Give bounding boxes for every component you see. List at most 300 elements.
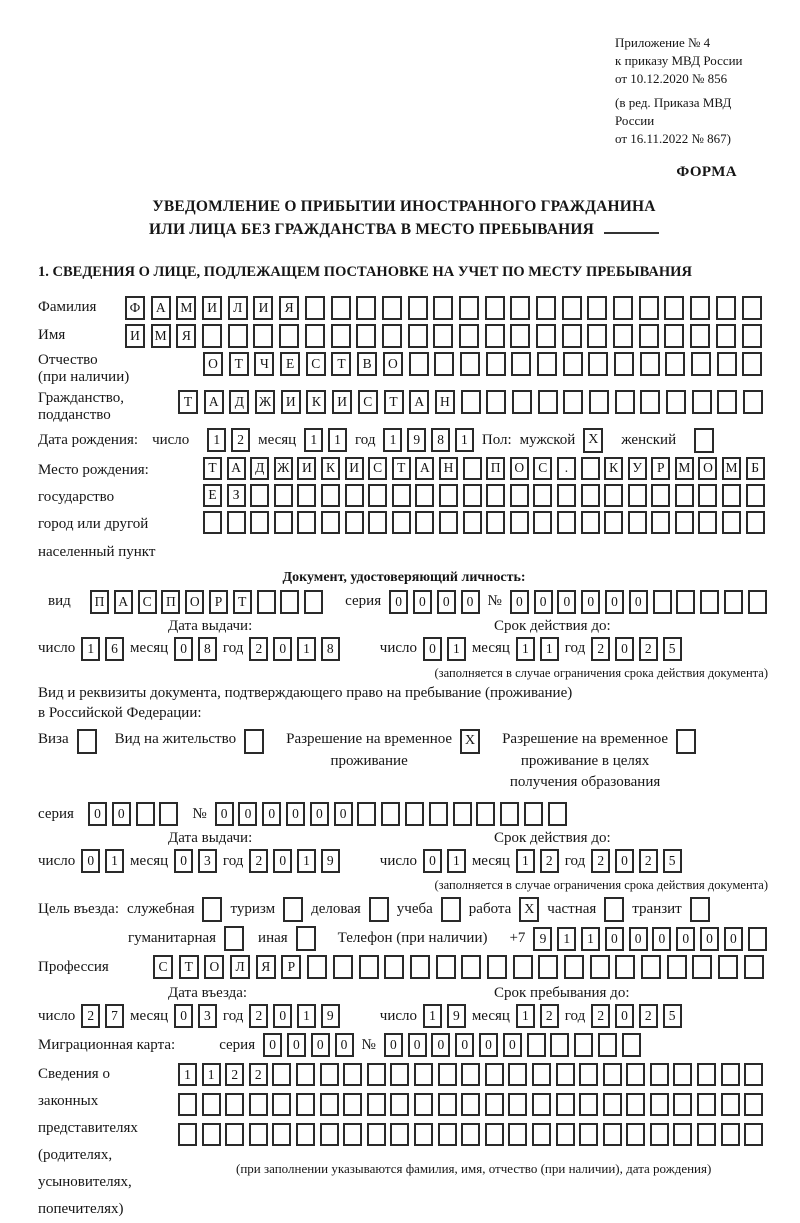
char-cell[interactable] [718,955,738,979]
char-cell[interactable]: 0 [174,1004,193,1028]
sex-female-checkbox[interactable] [694,428,714,453]
char-cell[interactable]: 8 [321,637,340,661]
char-cell[interactable] [626,1063,645,1086]
char-cell[interactable] [227,511,246,534]
char-cell[interactable] [615,390,635,414]
char-cell[interactable] [320,1063,339,1086]
purpose-other-checkbox[interactable] [296,926,316,951]
char-cell[interactable]: 0 [510,590,529,614]
char-cell[interactable]: 0 [431,1033,450,1057]
char-cell[interactable]: 0 [534,590,553,614]
sex-male-checkbox[interactable]: X [583,428,603,453]
char-cell[interactable] [429,802,448,826]
char-cell[interactable]: 0 [215,802,234,826]
char-cell[interactable] [476,802,495,826]
char-cell[interactable] [384,955,404,979]
char-cell[interactable]: 1 [207,428,226,452]
char-cell[interactable]: 8 [198,637,217,661]
char-cell[interactable]: 0 [581,590,600,614]
char-cell[interactable] [604,511,623,534]
visa-checkbox[interactable] [77,729,97,754]
char-cell[interactable]: Т [331,352,351,376]
char-cell[interactable] [744,1123,763,1146]
char-cell[interactable]: М [151,324,171,348]
char-cell[interactable] [574,1033,593,1057]
char-cell[interactable] [581,457,600,480]
char-cell[interactable]: 0 [174,637,193,661]
char-cell[interactable] [536,324,556,348]
char-cell[interactable]: 0 [629,927,648,951]
char-cell[interactable] [343,1093,362,1116]
char-cell[interactable]: 1 [383,428,402,452]
char-cell[interactable] [697,1093,716,1116]
char-cell[interactable]: О [383,352,403,376]
char-cell[interactable] [598,1033,617,1057]
char-cell[interactable]: С [138,590,157,614]
char-cell[interactable] [343,1123,362,1146]
char-cell[interactable] [453,802,472,826]
char-cell[interactable]: Я [176,324,196,348]
char-cell[interactable] [415,511,434,534]
char-cell[interactable] [628,484,647,507]
char-cell[interactable]: С [306,352,326,376]
char-cell[interactable]: М [675,457,694,480]
char-cell[interactable] [486,352,506,376]
char-cell[interactable] [343,1063,362,1086]
char-cell[interactable] [367,1063,386,1086]
char-cell[interactable] [538,390,558,414]
char-cell[interactable]: М [722,457,741,480]
char-cell[interactable] [742,324,762,348]
char-cell[interactable] [748,927,767,951]
char-cell[interactable] [250,511,269,534]
char-cell[interactable] [307,955,327,979]
char-cell[interactable] [485,1093,504,1116]
char-cell[interactable]: 0 [334,802,353,826]
char-cell[interactable] [461,1123,480,1146]
char-cell[interactable]: 9 [407,428,426,452]
char-cell[interactable]: 9 [533,927,552,951]
char-cell[interactable] [279,324,299,348]
char-cell[interactable]: 0 [262,802,281,826]
char-cell[interactable] [321,511,340,534]
char-cell[interactable] [331,324,351,348]
char-cell[interactable]: 0 [112,802,131,826]
char-cell[interactable]: В [357,352,377,376]
char-cell[interactable] [439,484,458,507]
char-cell[interactable] [651,511,670,534]
char-cell[interactable]: П [161,590,180,614]
char-cell[interactable]: 1 [540,637,559,661]
char-cell[interactable]: К [321,457,340,480]
char-cell[interactable]: 9 [447,1004,466,1028]
char-cell[interactable]: О [203,352,223,376]
char-cell[interactable] [640,390,660,414]
char-cell[interactable] [359,955,379,979]
char-cell[interactable] [581,511,600,534]
char-cell[interactable]: 0 [629,590,648,614]
char-cell[interactable]: 0 [461,590,480,614]
char-cell[interactable] [390,1063,409,1086]
char-cell[interactable] [463,484,482,507]
char-cell[interactable]: Е [280,352,300,376]
char-cell[interactable]: А [227,457,246,480]
char-cell[interactable]: 1 [516,849,535,873]
char-cell[interactable]: 1 [297,637,316,661]
char-cell[interactable] [485,324,505,348]
char-cell[interactable]: Р [281,955,301,979]
char-cell[interactable] [382,296,402,320]
char-cell[interactable]: 1 [202,1063,221,1086]
char-cell[interactable]: 0 [605,927,624,951]
char-cell[interactable] [415,484,434,507]
char-cell[interactable] [613,324,633,348]
char-cell[interactable]: 2 [591,637,610,661]
char-cell[interactable]: И [125,324,145,348]
char-cell[interactable]: Р [651,457,670,480]
char-cell[interactable]: 1 [297,849,316,873]
char-cell[interactable] [532,1123,551,1146]
char-cell[interactable] [305,324,325,348]
char-cell[interactable] [257,590,276,614]
char-cell[interactable] [721,1093,740,1116]
char-cell[interactable] [296,1063,315,1086]
purpose-private-checkbox[interactable] [604,897,624,922]
char-cell[interactable]: 0 [273,1004,292,1028]
char-cell[interactable]: 2 [540,849,559,873]
char-cell[interactable] [533,511,552,534]
char-cell[interactable]: Н [435,390,455,414]
char-cell[interactable]: 1 [297,1004,316,1028]
char-cell[interactable] [463,511,482,534]
char-cell[interactable]: 0 [413,590,432,614]
char-cell[interactable]: Т [384,390,404,414]
char-cell[interactable]: 0 [605,590,624,614]
char-cell[interactable]: 2 [540,1004,559,1028]
char-cell[interactable] [508,1123,527,1146]
char-cell[interactable] [692,955,712,979]
char-cell[interactable] [296,1123,315,1146]
char-cell[interactable]: З [227,484,246,507]
char-cell[interactable] [603,1123,622,1146]
char-cell[interactable]: 2 [591,1004,610,1028]
char-cell[interactable] [486,484,505,507]
char-cell[interactable] [615,955,635,979]
char-cell[interactable]: 6 [105,637,124,661]
char-cell[interactable] [639,296,659,320]
char-cell[interactable]: 2 [639,637,658,661]
char-cell[interactable] [536,296,556,320]
char-cell[interactable] [579,1063,598,1086]
char-cell[interactable] [249,1123,268,1146]
char-cell[interactable] [748,590,767,614]
char-cell[interactable]: 8 [431,428,450,452]
char-cell[interactable]: С [368,457,387,480]
char-cell[interactable] [392,484,411,507]
purpose-work-checkbox[interactable]: X [519,897,539,922]
char-cell[interactable]: 0 [238,802,257,826]
char-cell[interactable] [500,802,519,826]
char-cell[interactable] [675,511,694,534]
char-cell[interactable]: С [358,390,378,414]
char-cell[interactable] [331,296,351,320]
char-cell[interactable] [274,511,293,534]
char-cell[interactable]: Е [203,484,222,507]
char-cell[interactable] [746,511,765,534]
char-cell[interactable]: 0 [700,927,719,951]
char-cell[interactable] [562,324,582,348]
char-cell[interactable] [202,1093,221,1116]
char-cell[interactable]: И [202,296,222,320]
char-cell[interactable]: 0 [615,637,634,661]
char-cell[interactable] [563,352,583,376]
char-cell[interactable]: К [604,457,623,480]
char-cell[interactable] [433,296,453,320]
char-cell[interactable]: 5 [663,849,682,873]
char-cell[interactable] [510,484,529,507]
char-cell[interactable] [744,955,764,979]
char-cell[interactable]: 2 [249,849,268,873]
char-cell[interactable] [438,1063,457,1086]
char-cell[interactable] [459,324,479,348]
purpose-business-checkbox[interactable] [369,897,389,922]
char-cell[interactable] [742,296,762,320]
char-cell[interactable] [537,352,557,376]
char-cell[interactable]: 0 [479,1033,498,1057]
char-cell[interactable]: 1 [81,637,100,661]
char-cell[interactable]: 1 [447,849,466,873]
char-cell[interactable] [690,296,710,320]
char-cell[interactable] [392,511,411,534]
char-cell[interactable] [225,1093,244,1116]
char-cell[interactable] [357,802,376,826]
char-cell[interactable] [274,484,293,507]
char-cell[interactable] [345,511,364,534]
char-cell[interactable] [692,390,712,414]
char-cell[interactable] [538,955,558,979]
char-cell[interactable] [408,296,428,320]
char-cell[interactable]: 2 [249,637,268,661]
char-cell[interactable]: Н [439,457,458,480]
char-cell[interactable] [581,484,600,507]
char-cell[interactable] [724,590,743,614]
char-cell[interactable]: П [486,457,505,480]
char-cell[interactable]: И [332,390,352,414]
char-cell[interactable]: 0 [652,927,671,951]
char-cell[interactable] [463,457,482,480]
char-cell[interactable]: 0 [311,1033,330,1057]
char-cell[interactable]: И [345,457,364,480]
char-cell[interactable] [356,296,376,320]
char-cell[interactable]: Д [229,390,249,414]
char-cell[interactable] [532,1063,551,1086]
char-cell[interactable]: О [204,955,224,979]
char-cell[interactable]: 0 [437,590,456,614]
char-cell[interactable] [485,1123,504,1146]
char-cell[interactable] [512,390,532,414]
char-cell[interactable]: Ж [255,390,275,414]
char-cell[interactable] [356,324,376,348]
char-cell[interactable]: 9 [321,849,340,873]
char-cell[interactable] [178,1123,197,1146]
char-cell[interactable] [297,511,316,534]
char-cell[interactable] [297,484,316,507]
char-cell[interactable] [721,1123,740,1146]
char-cell[interactable]: 0 [81,849,100,873]
char-cell[interactable]: 5 [663,637,682,661]
char-cell[interactable] [510,511,529,534]
char-cell[interactable] [746,484,765,507]
char-cell[interactable]: У [628,457,647,480]
char-cell[interactable] [203,511,222,534]
char-cell[interactable]: К [306,390,326,414]
char-cell[interactable] [562,296,582,320]
char-cell[interactable] [513,955,533,979]
char-cell[interactable] [382,324,402,348]
char-cell[interactable] [486,511,505,534]
char-cell[interactable] [409,352,429,376]
char-cell[interactable]: О [510,457,529,480]
char-cell[interactable]: 0 [557,590,576,614]
char-cell[interactable] [557,484,576,507]
char-cell[interactable]: 1 [105,849,124,873]
char-cell[interactable] [225,1123,244,1146]
char-cell[interactable] [159,802,178,826]
char-cell[interactable] [603,1063,622,1086]
char-cell[interactable] [603,1093,622,1116]
purpose-official-checkbox[interactable] [202,897,222,922]
char-cell[interactable]: Т [392,457,411,480]
char-cell[interactable]: Д [250,457,269,480]
char-cell[interactable] [697,1123,716,1146]
char-cell[interactable] [296,1093,315,1116]
char-cell[interactable] [564,955,584,979]
char-cell[interactable]: 3 [198,1004,217,1028]
char-cell[interactable] [459,296,479,320]
char-cell[interactable] [461,1093,480,1116]
char-cell[interactable]: 3 [198,849,217,873]
char-cell[interactable] [533,484,552,507]
char-cell[interactable] [673,1093,692,1116]
char-cell[interactable] [604,484,623,507]
char-cell[interactable] [673,1063,692,1086]
char-cell[interactable] [613,296,633,320]
char-cell[interactable] [698,511,717,534]
char-cell[interactable]: Ж [274,457,293,480]
char-cell[interactable] [390,1093,409,1116]
char-cell[interactable] [487,955,507,979]
char-cell[interactable] [405,802,424,826]
char-cell[interactable] [321,484,340,507]
char-cell[interactable] [557,511,576,534]
char-cell[interactable]: 0 [310,802,329,826]
char-cell[interactable] [434,352,454,376]
char-cell[interactable] [280,590,299,614]
char-cell[interactable] [461,390,481,414]
char-cell[interactable] [272,1093,291,1116]
char-cell[interactable]: 0 [423,849,442,873]
char-cell[interactable]: О [698,457,717,480]
char-cell[interactable]: А [204,390,224,414]
char-cell[interactable] [639,324,659,348]
char-cell[interactable]: 1 [516,637,535,661]
char-cell[interactable] [368,484,387,507]
char-cell[interactable] [202,324,222,348]
char-cell[interactable] [414,1093,433,1116]
char-cell[interactable] [550,1033,569,1057]
char-cell[interactable] [650,1063,669,1086]
char-cell[interactable] [721,1063,740,1086]
char-cell[interactable]: Я [279,296,299,320]
char-cell[interactable] [698,484,717,507]
char-cell[interactable] [587,324,607,348]
char-cell[interactable] [345,484,364,507]
char-cell[interactable]: Л [228,296,248,320]
char-cell[interactable]: 9 [321,1004,340,1028]
char-cell[interactable] [136,802,155,826]
char-cell[interactable]: Т [229,352,249,376]
char-cell[interactable] [622,1033,641,1057]
char-cell[interactable]: 1 [581,927,600,951]
char-cell[interactable] [700,590,719,614]
char-cell[interactable]: 1 [178,1063,197,1086]
char-cell[interactable]: Ф [125,296,145,320]
char-cell[interactable]: 2 [639,1004,658,1028]
char-cell[interactable] [717,390,737,414]
char-cell[interactable]: 2 [225,1063,244,1086]
char-cell[interactable] [333,955,353,979]
char-cell[interactable] [579,1123,598,1146]
char-cell[interactable] [249,1093,268,1116]
char-cell[interactable]: 0 [408,1033,427,1057]
char-cell[interactable] [717,352,737,376]
char-cell[interactable]: И [281,390,301,414]
char-cell[interactable]: 2 [639,849,658,873]
char-cell[interactable] [614,352,634,376]
char-cell[interactable] [485,296,505,320]
char-cell[interactable]: 0 [676,927,695,951]
char-cell[interactable] [532,1093,551,1116]
char-cell[interactable]: А [415,457,434,480]
char-cell[interactable]: С [533,457,552,480]
char-cell[interactable] [485,1063,504,1086]
char-cell[interactable] [527,1033,546,1057]
char-cell[interactable]: Б [746,457,765,480]
char-cell[interactable] [556,1063,575,1086]
char-cell[interactable]: О [185,590,204,614]
char-cell[interactable]: 0 [389,590,408,614]
char-cell[interactable]: 0 [273,637,292,661]
char-cell[interactable] [250,484,269,507]
char-cell[interactable] [556,1123,575,1146]
char-cell[interactable]: 0 [335,1033,354,1057]
char-cell[interactable]: 5 [663,1004,682,1028]
char-cell[interactable]: 2 [81,1004,100,1028]
char-cell[interactable] [367,1123,386,1146]
char-cell[interactable] [690,324,710,348]
char-cell[interactable]: 0 [263,1033,282,1057]
char-cell[interactable] [461,1063,480,1086]
char-cell[interactable]: 1 [455,428,474,452]
char-cell[interactable] [722,484,741,507]
char-cell[interactable]: 0 [286,802,305,826]
char-cell[interactable]: 0 [615,1004,634,1028]
char-cell[interactable] [716,324,736,348]
char-cell[interactable] [508,1063,527,1086]
purpose-study-checkbox[interactable] [441,897,461,922]
char-cell[interactable] [641,955,661,979]
char-cell[interactable] [508,1093,527,1116]
